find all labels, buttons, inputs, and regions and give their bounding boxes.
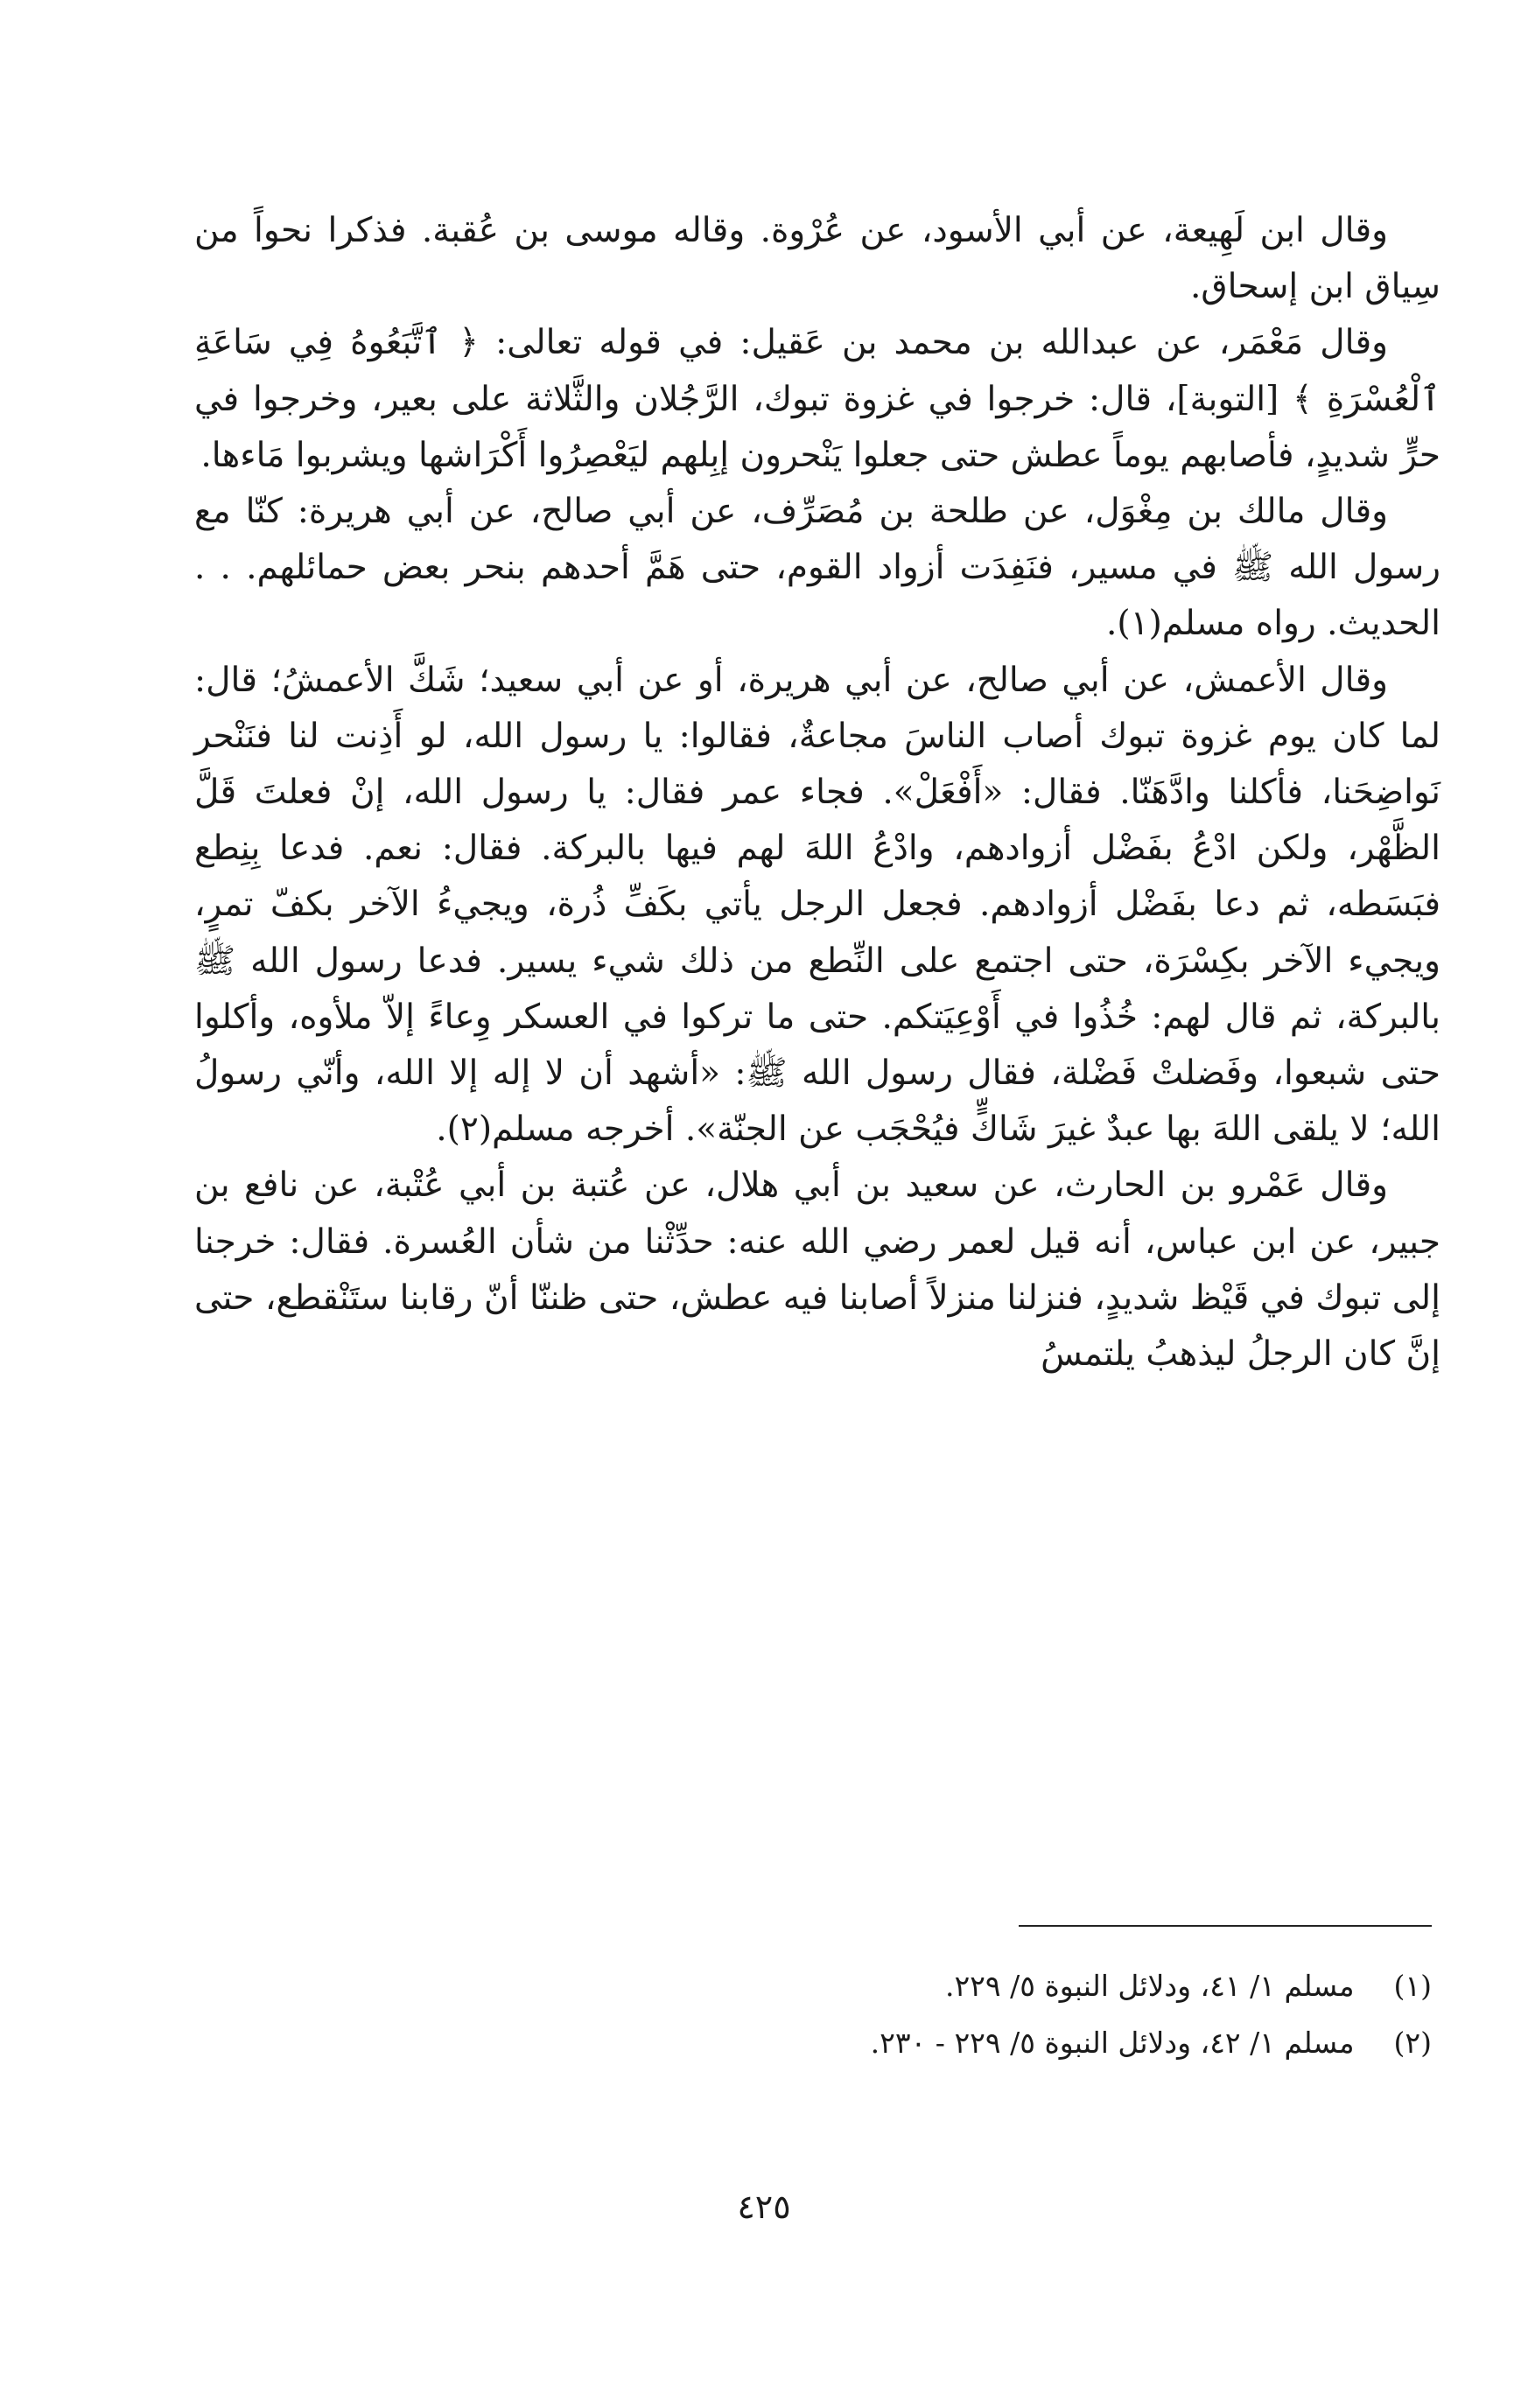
- paragraph-3: وقال مالك بن مِغْوَل، عن طلحة بن مُصَرِّف، عن أبي صالح، عن أبي هريرة: كنّا مع رسول الله ﷺ في مسير، فنَفِدَت أزواد القوم، حتى هَمَّ أحدهم بنحر بعض حمائلهم. . . الحديث. رواه مسلم(١).: [194, 492, 1440, 644]
- footnote-2: [613, 2014, 1432, 2071]
- footnote-separator: [1019, 1925, 1432, 1927]
- paragraph-2: وقال مَعْمَر، عن عبدالله بن محمد بن عَقيل: في قوله تعالى: ﴿ ٱتَّبَعُوهُ فِي سَاعَةِ ٱلْعُسْرَةِ ﴾ [التوبة]، قال: خرجوا في غزوة تبوك، الرَّجُلان والثَّلاثة على بعير، وخرجوا في حرٍّ شديدٍ، فأصابهم يوماً عطش حتى جعلوا يَنْحرون إبِلهم ليَعْصِرُوا أَكْرَاشها ويشربوا مَاءها.: [194, 323, 1440, 475]
- footnotes: [613, 1957, 1432, 2071]
- paragraph-1: وقال ابن لَهِيعة، عن أبي الأسود، عن عُرْوة. وقاله موسى بن عُقبة. فذكرا نحواً من سِياق ابن إسحاق.: [194, 211, 1440, 307]
- main-text: [194, 203, 1440, 1382]
- page-number: ٤٢٥: [737, 2188, 791, 2226]
- footnote-text: مسلم ١/ ٤١، ودلائل النبوة ٥/ ٢٢٩.: [944, 1969, 1355, 2003]
- paragraph-4: وقال الأعمش، عن أبي صالح، عن أبي هريرة، أو عن أبي سعيد؛ شَكَّ الأعمشُ؛ قال: لما كان يوم غزوة تبوك أصاب الناسَ مجاعةٌ، فقالوا: يا رسول الله، لو أَذِنت لنا فنَنْحر نَواضِحَنا، فأكلنا وادَّهَنّا. فقال: «أَفْعَلْ». فجاء عمر فقال: يا رسول الله، إنْ فعلتَ قَلَّ الظَّهْر، ولكن ادْعُ بفَضْل أزوادهم، وادْعُ اللهَ لهم فيها بالبركة. فقال: نعم. فدعا بِنِطع فبَسَطه، ثم دعا بفَضْل أزوادهم. فجعل الرجل يأتي بكَفِّ ذُرة، ويجيءُ الآخر بكفّ تمرٍ، ويجيء الآخر بكِسْرَة، حتى اجتمع على النِّطع من ذلك شيء يسير. فدعا رسول الله ﷺ بالبركة، ثم قال لهم: خُذُوا في أَوْعِيَتكم. حتى ما تركوا في العسكر وِعاءً إلاّ ملأوه، وأكلوا حتى شبعوا، وفَضلتْ فَضْلة، فقال رسول الله ﷺ: «أشهد أن لا إله إلا الله، وأنّي رسولُ الله؛ لا يلقى اللهَ بها عبدٌ غيرَ شَاكٍّ فيُحْجَب عن الجنّة». أخرجه مسلم(٢).: [194, 660, 1440, 1150]
- footnote-number: (٢): [1393, 2026, 1432, 2060]
- paragraph-5: وقال عَمْرو بن الحارث، عن سعيد بن أبي هلال، عن عُتبة بن أبي عُتْبة، عن نافع بن جبير، عن ابن عباس، أنه قيل لعمر رضي الله عنه: حدِّثْنا من شأن العُسرة. فقال: خرجنا إلى تبوك في قَيْظ شديدٍ، فنزلنا منزلاً أصابنا فيه عطش، حتى ظننّا أنّ رقابنا ستَنْقطع، حتى إنَّ كان الرجلُ ليذهبُ يلتمسُ: [194, 1166, 1440, 1375]
- footnote-number: (١): [1393, 1969, 1432, 2003]
- footnote-1: [613, 1957, 1432, 2014]
- footnote-text: مسلم ١/ ٤٢، ودلائل النبوة ٥/ ٢٢٩ - ٢٣٠.: [870, 2026, 1355, 2060]
